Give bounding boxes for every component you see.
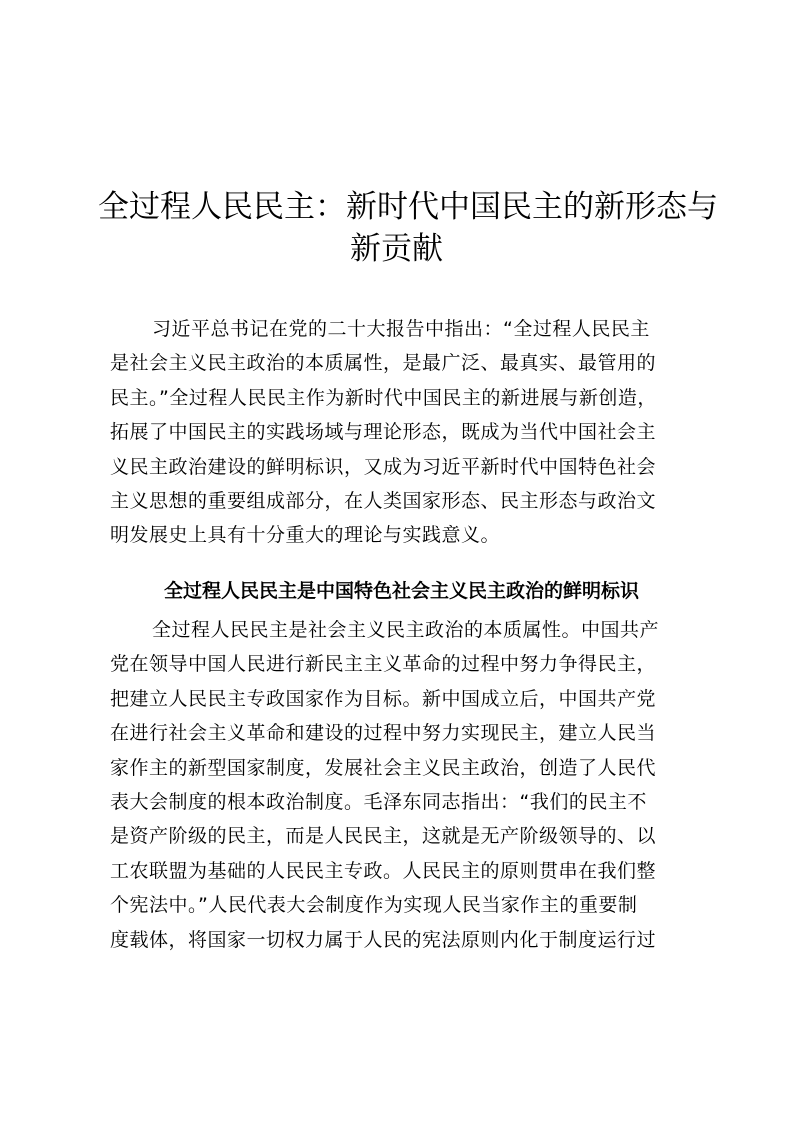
paragraph-line: 把建立人民民主专政国家作为目标。新中国成立后，中国共产党 — [110, 687, 657, 710]
paragraph-section-body — [110, 613, 693, 957]
paragraph-line: 全过程人民民主是社会主义民主政治的本质属性。中国共产 — [152, 619, 660, 641]
paragraph-line: 家作主的新型国家制度，发展社会主义民主政治，创造了人民代 — [110, 756, 657, 779]
section-heading: 全过程人民民主是中国特色社会主义民主政治的鲜明标识 — [163, 580, 639, 602]
paragraph-line: 明发展史上具有十分重大的理论与实践意义。 — [110, 524, 501, 547]
paragraph-line: 个宪法中。”人民代表大会制度作为实现人民当家作主的重要制 — [110, 894, 638, 917]
paragraph-line: 工农联盟为基础的人民民主专政。人民民主的原则贯串在我们整 — [110, 859, 657, 882]
document-title-line-2: 新贡献 — [350, 231, 443, 267]
paragraph-line: 是社会主义民主政治的本质属性，是最广泛、最真实、最管用的 — [110, 352, 657, 375]
document-title-line-1: 全过程人民民主：新时代中国民主的新形态与 — [98, 189, 718, 225]
paragraph-line: 表大会制度的根本政治制度。毛泽东同志指出：“我们的民主不 — [110, 790, 647, 813]
paragraph-line: 主义思想的重要组成部分，在人类国家形态、民主形态与政治文 — [110, 489, 657, 512]
paragraph-intro — [110, 312, 693, 553]
paragraph-line: 在进行社会主义革命和建设的过程中努力实现民主，建立人民当 — [110, 722, 657, 745]
paragraph-line: 拓展了中国民主的实践场域与理论形态，既成为当代中国社会主 — [110, 421, 657, 444]
paragraph-line: 义民主政治建设的鲜明标识，又成为习近平新时代中国特色社会 — [110, 455, 657, 478]
paragraph-line: 度载体，将国家一切权力属于人民的宪法原则内化于制度运行过 — [110, 928, 657, 951]
paragraph-line: 党在领导中国人民进行新民主主义革命的过程中努力争得民主， — [110, 653, 657, 676]
paragraph-line: 是资产阶级的民主，而是人民民主，这就是无产阶级领导的、以 — [110, 825, 657, 848]
paragraph-line: 民主。”全过程人民民主作为新时代中国民主的新进展与新创造， — [110, 386, 657, 409]
paragraph-line: 习近平总书记在党的二十大报告中指出：“全过程人民民主 — [152, 318, 650, 340]
